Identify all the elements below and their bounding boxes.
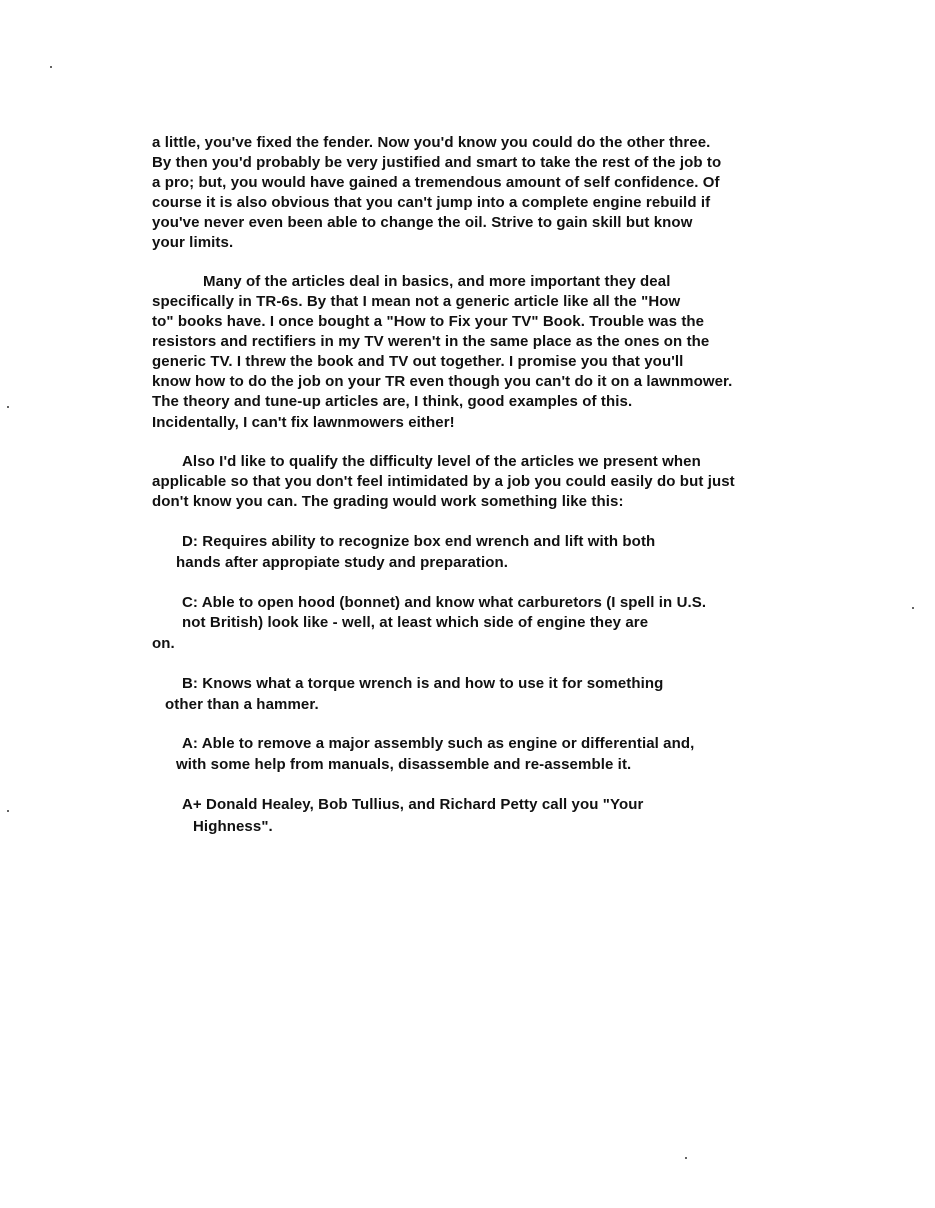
text-line: know how to do the job on your TR even though you can't do it on a lawnmower. bbox=[152, 373, 733, 390]
scan-speck bbox=[912, 607, 914, 609]
text-line: Highness". bbox=[193, 818, 273, 835]
text-line: A+ Donald Healey, Bob Tullius, and Richard Petty call you "Your bbox=[182, 796, 644, 813]
scan-speck bbox=[685, 1157, 687, 1159]
text-line: course it is also obvious that you can't jump into a complete engine rebuild if bbox=[152, 194, 711, 211]
text-line: your limits. bbox=[152, 234, 234, 251]
text-line: Incidentally, I can't fix lawnmowers either! bbox=[152, 414, 455, 431]
text-line: C: Able to open hood (bonnet) and know what carburetors (I spell in U.S. bbox=[182, 594, 707, 611]
text-line: on. bbox=[152, 635, 175, 652]
scan-speck bbox=[7, 406, 9, 408]
scan-speck bbox=[7, 810, 9, 812]
text-line: other than a hammer. bbox=[165, 696, 319, 713]
text-line: you've never even been able to change the oil. Strive to gain skill but know bbox=[152, 214, 693, 231]
text-line: to" books have. I once bought a "How to Fix your TV" Book. Trouble was the bbox=[152, 313, 705, 330]
text-line: hands after appropiate study and preparation. bbox=[176, 554, 509, 571]
text-line: By then you'd probably be very justified and smart to take the rest of the job to bbox=[152, 154, 722, 171]
text-line: a little, you've fixed the fender. Now you'd know you could do the other three. bbox=[152, 134, 711, 151]
text-line: a pro; but, you would have gained a tremendous amount of self confidence. Of bbox=[152, 174, 720, 191]
text-line: not British) look like - well, at least which side of engine they are bbox=[182, 614, 649, 631]
text-line: applicable so that you don't feel intimidated by a job you could easily do but just bbox=[152, 473, 735, 490]
text-line: Also I'd like to qualify the difficulty level of the articles we present when bbox=[182, 453, 701, 470]
text-line: specifically in TR-6s. By that I mean not a generic article like all the "How bbox=[152, 293, 681, 310]
text-line: Many of the articles deal in basics, and more important they deal bbox=[203, 273, 671, 290]
text-line: A: Able to remove a major assembly such as engine or differential and, bbox=[182, 735, 695, 752]
text-line: generic TV. I threw the book and TV out together. I promise you that you'll bbox=[152, 353, 684, 370]
text-line: D: Requires ability to recognize box end wrench and lift with both bbox=[182, 533, 656, 550]
text-line: The theory and tune-up articles are, I think, good examples of this. bbox=[152, 393, 633, 410]
text-line: resistors and rectifiers in my TV weren't in the same place as the ones on the bbox=[152, 333, 710, 350]
scan-speck bbox=[50, 66, 52, 68]
text-line: B: Knows what a torque wrench is and how to use it for something bbox=[182, 675, 664, 692]
text-line: don't know you can. The grading would work something like this: bbox=[152, 493, 624, 510]
text-line: with some help from manuals, disassemble and re-assemble it. bbox=[176, 756, 632, 773]
